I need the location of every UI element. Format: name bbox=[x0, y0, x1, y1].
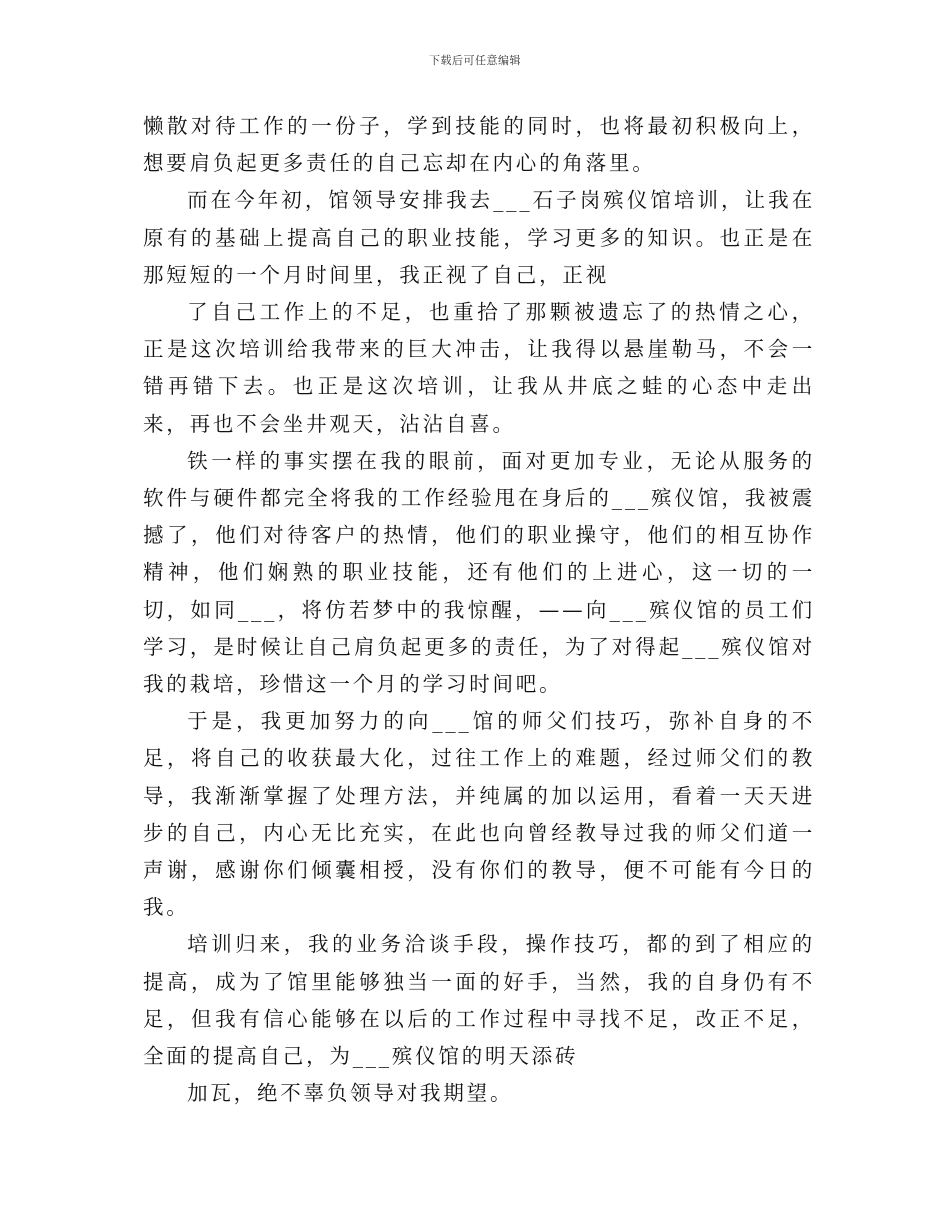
page-header-note: 下载后可任意编辑 bbox=[429, 54, 521, 67]
paragraph: 培训归来，我的业务洽谈手段，操作技巧，都的到了相应的提高，成为了馆里能够独当一面的好手，当然，我的自身仍有不足，但我有信心能够在以后的工作过程中寻找不足，改正不足，全面的提高自己，为___殡仪馆的明天添砖 bbox=[143, 932, 815, 1069]
paragraph: 加瓦，绝不辜负领导对我期望。 bbox=[187, 1081, 514, 1106]
paragraph: 了自己工作上的不足，也重拾了那颗被遗忘了的热情之心，正是这次培训给我带来的巨大冲击，让我得以悬崖勒马，不会一错再错下去。也正是这次培训，让我从井底之蛙的心态中走出来，再也不会坐井观天，沾沾自喜。 bbox=[143, 300, 815, 436]
paragraph: 于是，我更加努力的向___馆的师父们技巧，弥补自身的不足，将自己的收获最大化，过往工作上的难题，经过师父们的教导，我渐渐掌握了处理方法，并纯属的加以运用，看着一天天进步的自己，内心无比充实，在此也向曾经教导过我的师父们道一声谢，感谢你们倾囊相授，没有你们的教导，便不可能有今日的我。 bbox=[143, 709, 815, 920]
paragraph: 铁一样的事实摆在我的眼前，面对更加专业，无论从服务的软件与硬件都完全将我的工作经验甩在身后的___殡仪馆，我被震撼了，他们对待客户的热情，他们的职业操守，他们的相互协作精神，他们娴熟的职业技能，还有他们的上进心，这一切的一切，如同___，将仿若梦中的我惊醒，——向___殡仪馆的员工们学习，是时候让自己肩负起更多的责任，为了对得起___殡仪馆对我的栽培，珍惜这一个月的学习时间吧。 bbox=[143, 448, 815, 697]
document-body bbox=[143, 108, 815, 1112]
paragraph: 懒散对待工作的一份子，学到技能的同时，也将最初积极向上，想要肩负起更多责任的自己忘却在内心的角落里。 bbox=[143, 114, 815, 176]
paragraph: 而在今年初，馆领导安排我去___石子岗殡仪馆培训，让我在原有的基础上提高自己的职业技能，学习更多的知识。也正是在那短短的一个月时间里，我正视了自己，正视 bbox=[143, 188, 815, 287]
